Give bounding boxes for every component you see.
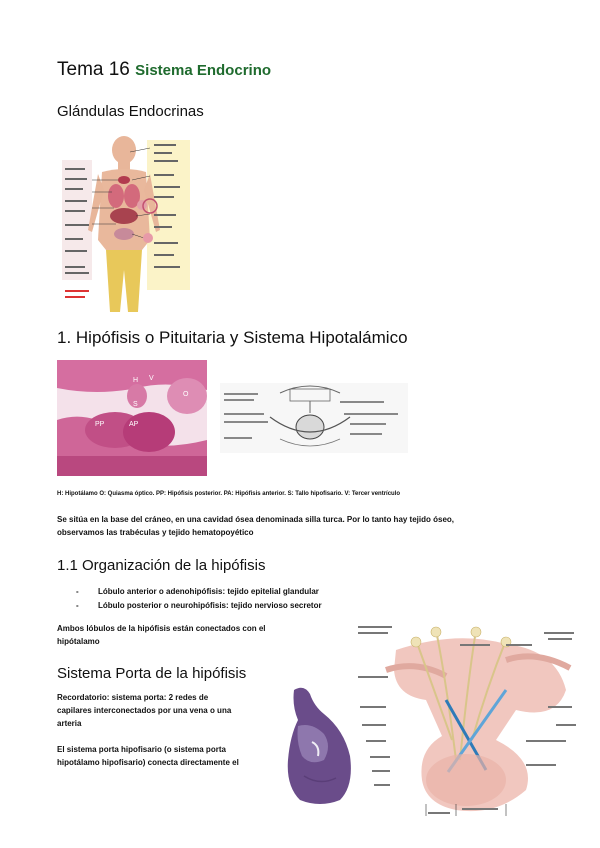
label-H: H <box>133 377 139 384</box>
list-dash: - <box>76 601 79 610</box>
paragraph-line: Ambos lóbulos de la hipófisis están conectados con el <box>57 624 266 633</box>
paragraph-connection <box>57 622 317 648</box>
label-S: S <box>133 401 138 408</box>
section-heading-1: 1. Hipófisis o Pituitaria y Sistema Hipotalámico <box>57 328 408 347</box>
paragraph-portal-system <box>57 743 287 769</box>
label-O: O <box>183 391 189 398</box>
label-PP: PP <box>95 421 105 428</box>
paragraph-line: capilares interconectados por una vena o una <box>57 706 232 715</box>
endocrine-glands-figure <box>62 130 190 312</box>
paragraph-line: Recordatorio: sistema porta: 2 redes de <box>57 693 209 702</box>
title-subject: Sistema Endocrino <box>135 62 272 79</box>
list-item <box>76 585 322 599</box>
pituitary-histology-image <box>57 360 207 476</box>
label-AP: AP <box>129 421 139 428</box>
hypophysis-slice-image <box>284 686 356 806</box>
lobe-list <box>76 585 322 613</box>
paragraph-line: hipotálamo hipofisario) conecta directamente el <box>57 758 239 767</box>
list-item-text: Lóbulo posterior o neurohipófisis: tejido nervioso secretor <box>98 601 322 610</box>
section-heading-glandulas: Glándulas Endocrinas <box>57 103 204 120</box>
list-item-text: Lóbulo anterior o adenohipófisis: tejido epitelial glandular <box>98 587 319 596</box>
paragraph-line: arteria <box>57 719 82 728</box>
paragraph-reminder <box>57 691 287 730</box>
list-item <box>76 599 322 613</box>
title-prefix: Tema 16 <box>57 59 130 80</box>
section-heading-1-1: 1.1 Organización de la hipófisis <box>57 557 266 574</box>
body-illustration <box>62 130 190 312</box>
page-title <box>57 59 271 81</box>
sella-turcica-diagram <box>220 383 408 453</box>
section-heading-porta: Sistema Porta de la hipófisis <box>57 665 247 682</box>
paragraph-location <box>57 513 577 539</box>
list-dash: - <box>76 587 79 596</box>
figure-caption: H: Hipotálamo O: Quiasma óptico. PP: Hipófisis posterior. PA: Hipófisis anterior. S: Tallo hipofisario. V: Tercer ventrículo <box>57 491 401 497</box>
paragraph-line: hipótalamo <box>57 637 100 646</box>
paragraph-line: El sistema porta hipofisario (o sistema porta <box>57 745 226 754</box>
portal-system-diagram <box>356 620 580 820</box>
label-V: V <box>149 375 154 382</box>
paragraph-line: observamos las trabéculas y tejido hematopoyético <box>57 528 254 537</box>
paragraph-line: Se sitúa en la base del cráneo, en una cavidad ósea denominada silla turca. Por lo tanto hay tejido óseo, <box>57 515 455 524</box>
